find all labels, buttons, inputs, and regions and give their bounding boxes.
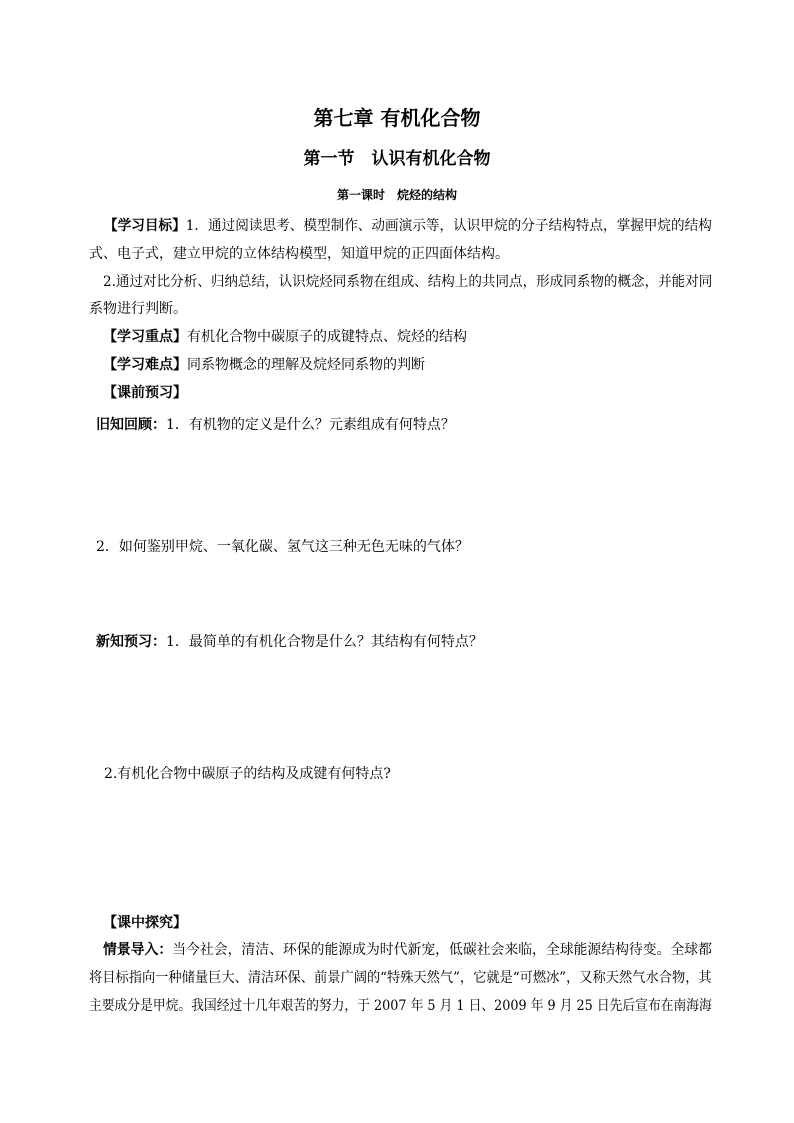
difficult-point-line (103, 355, 425, 375)
review-question-1: 1．有机物的定义是什么？元素组成有何特点？ (166, 417, 455, 433)
scenario-text-2: 将目标指向一种储量巨大、清洁环保、前景广阔的“特殊天然气”，它就是“可燃冰”，又称天然气水合物，其 (89, 970, 712, 986)
scenario-intro-label: 情景导入： (103, 942, 173, 958)
difficult-point-label: 【学习难点】 (103, 357, 187, 373)
key-point-text: 有机化合物中碳原子的成键特点、烷烃的结构 (187, 329, 467, 345)
inquiry-label: 【课中探究】 (103, 915, 187, 931)
review-question-2: 2．如何鉴别甲烷、一氧化碳、氢气这三种无色无味的气体？ (96, 539, 469, 555)
objectives-item1-a: 1．通过阅读思考、模型制作、动画演示等，认识甲烷的分子结构特点，掌握甲烷的结构 (185, 218, 712, 234)
chapter-title: 第七章 有机化合物 (313, 106, 481, 130)
new-question-1-line (96, 632, 483, 652)
new-question-2: 2.有机化合物中碳原子的结构及成键有何特点? (104, 766, 391, 782)
scenario-text-3: 主要成分是甲烷。我国经过十几年艰苦的努力，于 2007 年 5 月 1 日、2009 年 9 月 25 日先后宣布在南海海 (89, 998, 712, 1014)
review-question-1-line (96, 415, 455, 435)
new-question-1: 1．最简单的有机化合物是什么？其结构有何特点？ (166, 634, 483, 650)
objectives-item1-b: 式、电子式，建立甲烷的立体结构模型，知道甲烷的正四面体结构。 (89, 246, 509, 262)
review-label: 旧知回顾： (96, 417, 166, 433)
lesson-title: 第一课时 烷烃的结构 (336, 188, 457, 202)
objectives-label: 【学习目标】 (104, 218, 186, 234)
difficult-point-text: 同系物概念的理解及烷烃同系物的判断 (187, 357, 425, 373)
scenario-text-1: 当今社会，清洁、环保的能源成为时代新宠，低碳社会来临，全球能源结构待变。全球都 (172, 942, 712, 958)
objectives-item2-b: 系物进行判断。 (89, 301, 187, 317)
objectives-line-1 (104, 216, 712, 236)
key-point-label: 【学习重点】 (103, 329, 187, 345)
section-title: 第一节 认识有机化合物 (303, 149, 491, 169)
inquiry-line-1 (103, 940, 712, 960)
preview-label: 【课前预习】 (103, 385, 187, 401)
new-knowledge-label: 新知预习： (96, 634, 166, 650)
key-point-line (103, 327, 467, 347)
objectives-item2-a: 2.通过对比分析、归纳总结，认识烷烃同系物在组成、结构上的共同点，形成同系物的概念，并能对同 (103, 274, 713, 290)
